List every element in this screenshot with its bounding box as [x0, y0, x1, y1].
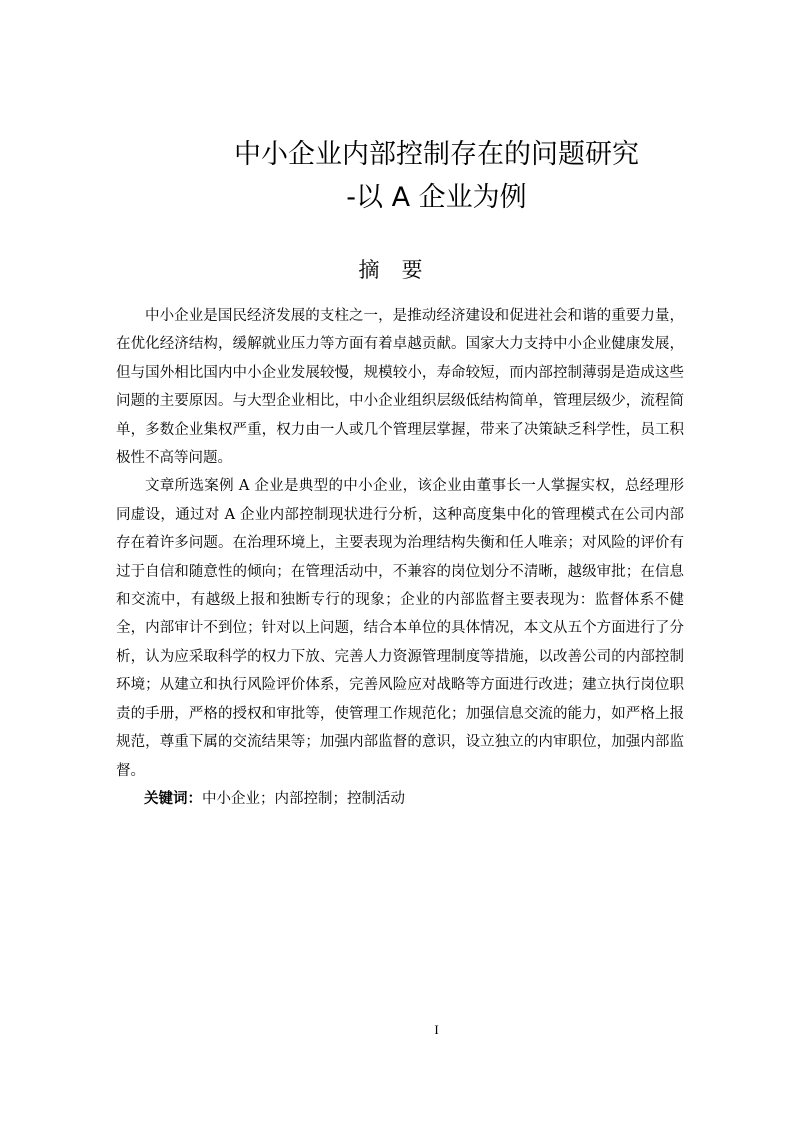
- abstract-heading: 摘要: [358, 258, 445, 282]
- page-number: I: [434, 1022, 439, 1037]
- abstract-paragraph-1: 中小企业是国民经济发展的支柱之一，是推动经济建设和促进社会和谐的重要力量，在优化经济结构，缓解就业压力等方面有着卓越贡献。国家大力支持中小企业健康发展，但与国外相比国内中小企业发展较慢，规模较小，寿命较短，而内部控制薄弱是造成这些问题的主要原因。与大型企业相比，中小企业组织层级低结构简单，管理层级少，流程简单，多数企业集权严重，权力由一人或几个管理层掌握，带来了决策缺乏科学性，员工积极性不高等问题。: [116, 308, 684, 467]
- keywords-label: 关键词：: [144, 791, 202, 807]
- keywords-text: 中小企业；内部控制；控制活动: [202, 791, 405, 807]
- document-title-line1: 中小企业内部控制存在的问题研究: [234, 139, 639, 170]
- abstract-body: [116, 302, 684, 785]
- keywords-line: [144, 785, 405, 813]
- document-title-line2: -以 A 企业为例: [346, 182, 527, 213]
- abstract-paragraph-2: 文章所选案例 A 企业是典型的中小企业，该企业由董事长一人掌握实权，总经理形同虚设，通过对 A 企业内部控制现状进行分析，这种高度集中化的管理模式在公司内部存在着许多问题。在治理环境上，主要表现为治理结构失衡和任人唯亲；对风险的评价有过于自信和随意性的倾向；在管理活动中，不兼容的岗位划分不清晰，越级审批；在信息和交流中，有越级上报和独断专行的现象；企业的内部监督主要表现为：监督体系不健全，内部审计不到位；针对以上问题，结合本单位的具体情况，本文从五个方面进行了分析，认为应采取科学的权力下放、完善人力资源管理制度等措施，以改善公司的内部控制环境；从建立和执行风险评价体系，完善风险应对战略等方面进行改进；建立执行岗位职责的手册，严格的授权和审批等，使管理工作规范化；加强信息交流的能力，如严格上报规范，尊重下属的交流结果等；加强内部监督的意识，设立独立的内审职位，加强内部监督。: [116, 478, 684, 779]
